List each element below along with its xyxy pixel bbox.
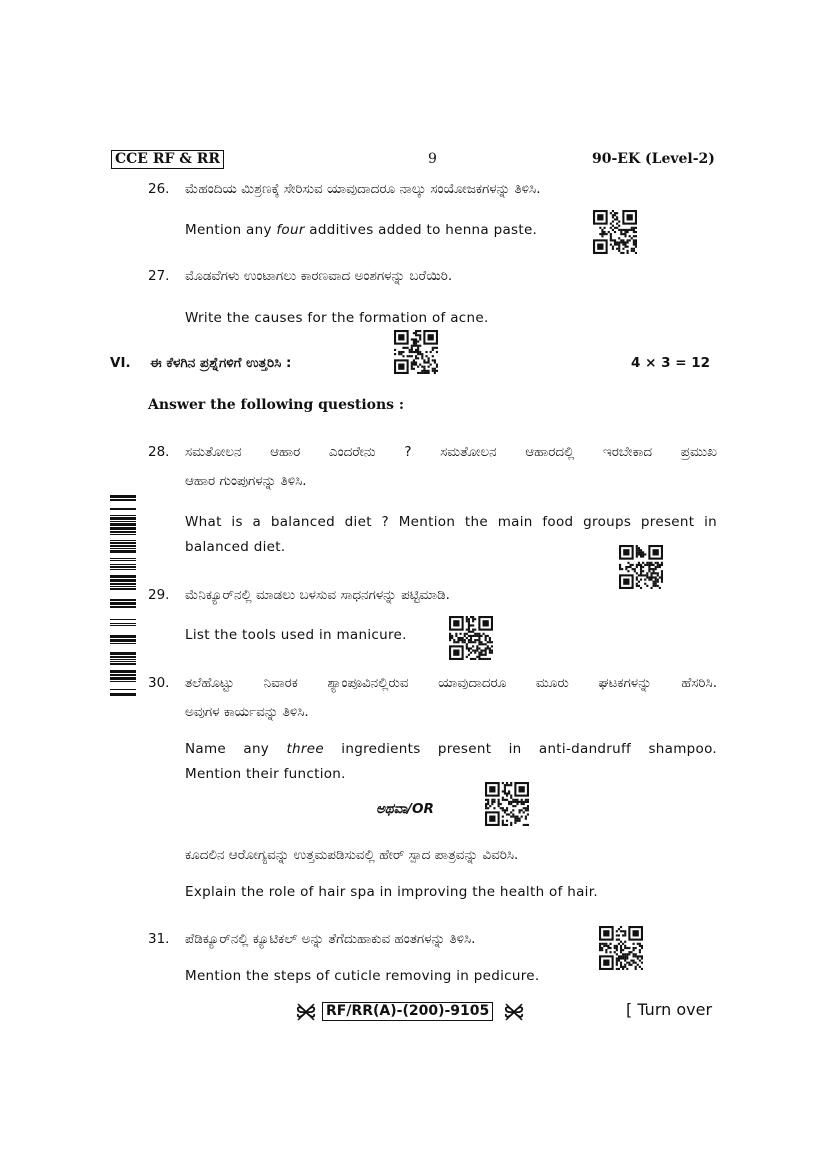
question-28-english-line1: What is a balanced diet ? Mention the main food groups present in [185,514,717,530]
section-marks: 4 × 3 = 12 [631,355,710,371]
question-31-kannada: ಪೆಡಿಕ್ಯೂರ್‌ನಲ್ಲಿ ಕ್ಯೂಟಿಕಲ್ ಅನ್ನು ತೆಗೆದುಹಾಕುವ ಹಂತಗಳನ್ನು ತಿಳಿಸಿ. [185,931,476,947]
qr-code-icon [449,616,493,660]
question-29-kannada: ಮೆನಿಕ್ಯೂರ್‌ನಲ್ಲಿ ಮಾಡಲು ಬಳಸುವ ಸಾಧನಗಳನ್ನು ಪಟ್ಟಿಮಾಡಿ. [185,587,450,603]
question-28-kannada-line2: ಆಹಾರ ಗುಂಪುಗಳನ್ನು ತಿಳಿಸಿ. [185,473,307,489]
qr-code-icon [593,210,637,254]
question-30-kannada-line1: ತಲೆಹೊಟ್ಟು ನಿವಾರಕ ಶ್ಯಾಂಪೂವಿನಲ್ಲಿರುವ ಯಾವುದಾದರೂ ಮೂರು ಘಟಕಗಳನ್ನು ಹೆಸರಿಸಿ. [185,675,717,691]
question-30-alt-kannada: ಕೂದಲಿನ ಆರೋಗ್ಯವನ್ನು ಉತ್ತಮಪಡಿಸುವಲ್ಲಿ ಹೇರ್ ಸ್ಪಾದ ಪಾತ್ರವನ್ನು ವಿವರಿಸಿ. [185,847,519,863]
question-30-kannada-line2: ಅವುಗಳ ಕಾರ್ಯವನ್ನು ತಿಳಿಸಿ. [185,704,309,720]
section-instruction-english: Answer the following questions : [148,397,405,413]
question-number: 31. [148,931,170,947]
question-28-english-line2: balanced diet. [185,539,286,555]
footer-code: RF/RR(A)-(200)-9105 [322,1002,493,1021]
paper-code: CCE RF & RR [111,150,224,169]
qr-code-icon [485,782,529,826]
question-number: 26. [148,181,170,197]
question-number: 28. [148,444,170,460]
question-number: 30. [148,675,170,691]
ornament-icon [503,1001,525,1023]
question-30-english-line2: Mention their function. [185,766,346,782]
qr-code-icon [394,330,438,374]
qr-code-icon [599,926,643,970]
question-27-english: Write the causes for the formation of acne. [185,310,489,326]
subject-code: 90-EK (Level-2) [592,151,715,167]
question-number: 29. [148,587,170,603]
section-numeral: VI. [110,355,131,371]
question-30-alt-english: Explain the role of hair spa in improving the health of hair. [185,884,598,900]
question-28-kannada-line1: ಸಮತೋಲನ ಆಹಾರ ಎಂದರೇನು ? ಸಮತೋಲನ ಆಹಾರದಲ್ಲಿ ಇರಬೇಕಾದ ಪ್ರಮುಖ [185,444,717,460]
question-27-kannada: ಮೊಡವೆಗಳು ಉಂಟಾಗಲು ಕಾರಣವಾದ ಅಂಶಗಳನ್ನು ಬರೆಯಿರಿ. [185,268,453,284]
question-number: 27. [148,268,170,284]
page-number: 9 [428,151,437,167]
question-26-english: Mention any four additives added to henna paste. [185,222,538,238]
turn-over-label: [ Turn over [626,1000,713,1019]
question-30-english-line1: Name any three ingredients present in anti-dandruff shampoo. [185,741,717,757]
question-29-english: List the tools used in manicure. [185,627,407,643]
question-31-english: Mention the steps of cuticle removing in pedicure. [185,968,540,984]
section-instruction-kannada: ಈ ಕೆಳಗಿನ ಪ್ರಶ್ನೆಗಳಿಗೆ ಉತ್ತರಿಸಿ : [150,355,292,371]
barcode-icon [110,495,136,700]
or-separator: ಅಥವಾ/OR [376,801,434,817]
qr-code-icon [619,545,663,589]
question-26-kannada: ಮೆಹಂದಿಯ ಮಿಶ್ರಣಕ್ಕೆ ಸೇರಿಸುವ ಯಾವುದಾದರೂ ನಾಲ್ಕು ಸಂಯೋಜಕಗಳನ್ನು ತಿಳಿಸಿ. [185,181,541,197]
ornament-icon [295,1001,317,1023]
